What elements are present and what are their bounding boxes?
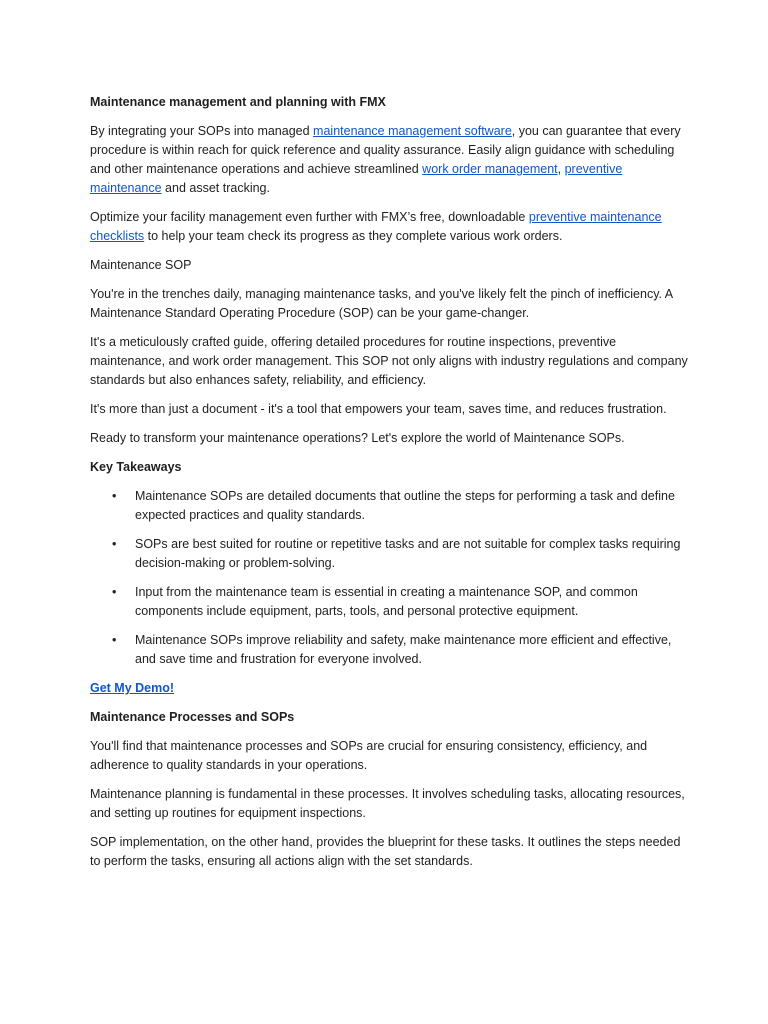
- paragraph-optimize: [90, 208, 690, 246]
- link-work-order-management[interactable]: work order management: [422, 162, 558, 176]
- bullet-icon: •: [112, 633, 117, 647]
- paragraph-text: to help your team check its progress as they complete various work orders.: [144, 229, 563, 243]
- paragraph-integrating-sops: [90, 122, 690, 198]
- section-heading-fmx: Maintenance management and planning with FMX: [90, 95, 386, 109]
- list-item-text: Maintenance SOPs improve reliability and safety, make maintenance more efficient and effective, and save time and frustration for everyone involved.: [135, 633, 672, 666]
- paragraph: Ready to transform your maintenance operations? Let's explore the world of Maintenance SOPs.: [90, 431, 625, 445]
- link-maintenance-management-software[interactable]: maintenance management software: [313, 124, 512, 138]
- get-demo-link[interactable]: Get My Demo!: [90, 681, 175, 695]
- document-body: [90, 93, 690, 881]
- paragraph: You'll find that maintenance processes and SOPs are crucial for ensuring consistency, efficiency, and adherence to quality standards in your operations.: [90, 739, 648, 772]
- paragraph-text: Optimize your facility management even further with FMX’s free, downloadable: [90, 210, 529, 224]
- list-item: [90, 487, 690, 525]
- list-item-text: Maintenance SOPs are detailed documents that outline the steps for performing a task and define expected practices and quality standards.: [135, 489, 675, 522]
- link-preventive-maintenance-checklists[interactable]: preventive maintenance checklists: [90, 210, 662, 243]
- list-item: [90, 631, 690, 669]
- list-item: [90, 535, 690, 573]
- key-takeaways-heading: Key Takeaways: [90, 460, 182, 474]
- list-item: [90, 583, 690, 621]
- paragraph: Maintenance planning is fundamental in these processes. It involves scheduling tasks, allocating resources, and setting up routines for equipment inspections.: [90, 787, 685, 820]
- paragraph: It's more than just a document - it's a tool that empowers your team, saves time, and reduces frustration.: [90, 402, 667, 416]
- paragraph-text: , you can guarantee that every procedure is within reach for quick reference and quality assurance. Easily align guidance with scheduling and other maintenance operations and achieve streamlined: [90, 124, 681, 176]
- bullet-icon: •: [112, 489, 117, 503]
- paragraph-text: and asset tracking.: [161, 181, 270, 195]
- key-takeaways-list: [90, 487, 690, 669]
- paragraph: It's a meticulously crafted guide, offering detailed procedures for routine inspections, preventive maintenance, and work order management. This SOP not only aligns with industry regulations and company standards but also enhances safety, reliability, and efficiency.: [90, 335, 688, 387]
- list-item-text: SOPs are best suited for routine or repetitive tasks and are not suitable for complex tasks requiring decision-making or problem-solving.: [135, 537, 681, 570]
- link-preventive-maintenance[interactable]: preventive maintenance: [90, 162, 623, 195]
- paragraph-text: ,: [557, 162, 565, 176]
- paragraph: You're in the trenches daily, managing maintenance tasks, and you've likely felt the pinch of inefficiency. A Maintenance Standard Operating Procedure (SOP) can be your game-changer.: [90, 287, 673, 320]
- section-title-maintenance-sop: Maintenance SOP: [90, 258, 192, 272]
- paragraph-text: By integrating your SOPs into managed: [90, 124, 314, 138]
- list-item-text: Input from the maintenance team is essential in creating a maintenance SOP, and common components include equipment, parts, tools, and personal protective equipment.: [135, 585, 638, 618]
- cta-paragraph: [90, 679, 690, 698]
- bullet-icon: •: [112, 537, 117, 551]
- bullet-icon: •: [112, 585, 117, 599]
- paragraph: SOP implementation, on the other hand, provides the blueprint for these tasks. It outlines the steps needed to perform the tasks, ensuring all actions align with the set standards.: [90, 835, 681, 868]
- section-heading-processes: Maintenance Processes and SOPs: [90, 710, 295, 724]
